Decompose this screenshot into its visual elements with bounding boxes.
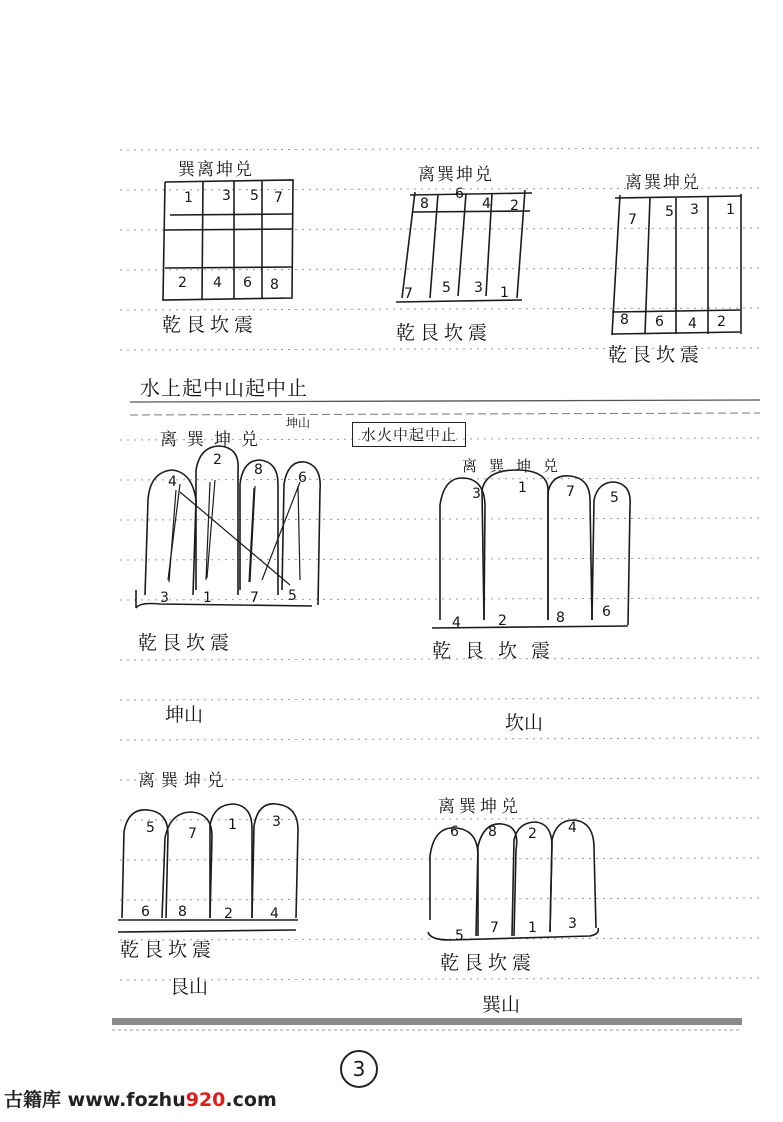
diagram-1-bottom-2: 4 xyxy=(213,275,222,291)
diagram-7-bottom-3: 1 xyxy=(528,920,537,936)
diagram-1-header: 巽离坤兑 xyxy=(178,160,254,180)
diagram-7-bottom-2: 7 xyxy=(490,920,499,936)
diagram-7-bottom-1: 5 xyxy=(455,928,464,944)
diagram-4-header: 离巽坤兑 xyxy=(160,430,268,450)
diagram-2-bottom-1: 7 xyxy=(404,286,413,302)
diagram-7-top-4: 4 xyxy=(568,820,577,836)
diagram-6-bottom-2: 8 xyxy=(178,904,187,920)
diagram-3-header: 离巽坤兑 xyxy=(625,173,701,193)
diagram-2-top-2: 6 xyxy=(455,186,464,202)
diagram-1-bottom-3: 6 xyxy=(243,275,252,291)
diagram-2-footer: 乾艮坎震 xyxy=(396,322,493,344)
diagram-6-caption: 艮山 xyxy=(170,976,209,998)
diagram-1-bottom-1: 2 xyxy=(178,275,187,291)
diagram-4-bottom-1: 3 xyxy=(160,590,169,606)
diagram-1-footer: 乾艮坎震 xyxy=(162,314,259,336)
diagram-5-bottom-2: 2 xyxy=(498,613,507,629)
diagram-3-top-2: 5 xyxy=(665,204,674,220)
diagram-4-top-note: 坤山 xyxy=(286,416,311,430)
diagram-2-header: 离巽坤兑 xyxy=(418,165,494,185)
diagram-7-bottom-4: 3 xyxy=(568,916,577,932)
diagram-5-bottom-4: 6 xyxy=(602,604,611,620)
diagram-4-top-1: 4 xyxy=(168,474,177,490)
diagram-7-top-1: 6 xyxy=(450,824,459,840)
diagram-7-footer: 乾艮坎震 xyxy=(440,952,537,974)
diagram-1-top-1: 1 xyxy=(184,190,193,206)
diagram-2-top-3: 4 xyxy=(482,196,491,212)
diagram-4-top-4: 6 xyxy=(298,470,307,486)
diagram-3-bottom-4: 2 xyxy=(717,314,726,330)
watermark-brand: 古籍库 xyxy=(4,1089,62,1111)
diagram-5-header: 离巽坤兑 xyxy=(462,457,571,475)
diagram-6-top-1: 5 xyxy=(146,820,155,836)
diagram-5-top-3: 7 xyxy=(566,484,575,500)
diagram-1-top-4: 7 xyxy=(274,190,283,206)
diagram-2-bottom-3: 3 xyxy=(474,280,483,296)
diagram-6-top-3: 1 xyxy=(228,817,237,833)
diagram-6-header: 离巽坤兑 xyxy=(138,771,230,791)
diagram-5-top-4: 5 xyxy=(610,490,619,506)
diagram-2-bottom-2: 5 xyxy=(442,280,451,296)
diagram-7-header: 离巽坤兑 xyxy=(438,797,522,817)
diagram-7-caption: 巽山 xyxy=(482,994,521,1016)
section-caption: 水上起中山起中止 xyxy=(140,376,308,400)
diagram-4-bottom-3: 7 xyxy=(250,590,259,606)
watermark-url-number: 920 xyxy=(185,1089,226,1111)
diagram-3-bottom-2: 6 xyxy=(655,314,664,330)
diagram-5-bottom-1: 4 xyxy=(452,615,461,631)
watermark-url-suffix: .com xyxy=(225,1089,277,1111)
diagram-3-top-1: 7 xyxy=(628,212,637,228)
diagram-2-top-1: 8 xyxy=(420,196,429,212)
watermark-url-prefix: www.fozhu xyxy=(67,1089,186,1111)
diagram-4-top-2: 2 xyxy=(213,452,222,468)
diagram-6-footer: 乾艮坎震 xyxy=(120,939,217,961)
diagram-6-bottom-3: 2 xyxy=(224,906,233,922)
boxed-note: 水火中起中止 xyxy=(352,422,466,447)
diagram-4-caption: 坤山 xyxy=(165,704,204,726)
diagram-7-top-2: 8 xyxy=(488,824,497,840)
diagram-6-bottom-4: 4 xyxy=(270,906,279,922)
diagram-3-top-4: 1 xyxy=(726,202,735,218)
diagram-1-top-3: 5 xyxy=(250,188,259,204)
finger-diagram-4 xyxy=(136,446,320,608)
diagram-2-top-4: 2 xyxy=(510,198,519,214)
diagram-3-bottom-1: 8 xyxy=(620,312,629,328)
watermark xyxy=(4,1085,277,1112)
diagram-6-top-4: 3 xyxy=(272,814,281,830)
diagram-5-top-2: 1 xyxy=(518,480,527,496)
diagram-6-bottom-1: 6 xyxy=(141,904,150,920)
diagram-2-bottom-4: 1 xyxy=(500,285,509,301)
diagram-3-footer: 乾艮坎震 xyxy=(608,344,705,366)
watermark-url[interactable] xyxy=(68,1089,277,1111)
diagram-1-top-2: 3 xyxy=(222,188,231,204)
diagram-1-bottom-4: 8 xyxy=(270,277,279,293)
diagram-5-bottom-3: 8 xyxy=(556,610,565,626)
diagram-5-footer: 乾艮坎震 xyxy=(432,640,565,662)
diagram-5-top-1: 3 xyxy=(472,486,481,502)
diagram-4-top-3: 8 xyxy=(254,462,263,478)
diagram-4-bottom-2: 1 xyxy=(203,590,212,606)
diagram-5-caption: 坎山 xyxy=(505,712,544,734)
diagram-3-top-3: 3 xyxy=(690,202,699,218)
diagram-7-top-3: 2 xyxy=(528,826,537,842)
finger-diagram-5 xyxy=(432,470,630,628)
diagram-6-top-2: 7 xyxy=(188,826,197,842)
diagram-3-bottom-3: 4 xyxy=(688,316,697,332)
page-number: 3 xyxy=(340,1050,378,1088)
diagram-4-footer: 乾艮坎震 xyxy=(138,632,235,654)
diagram-4-bottom-4: 5 xyxy=(288,588,297,604)
